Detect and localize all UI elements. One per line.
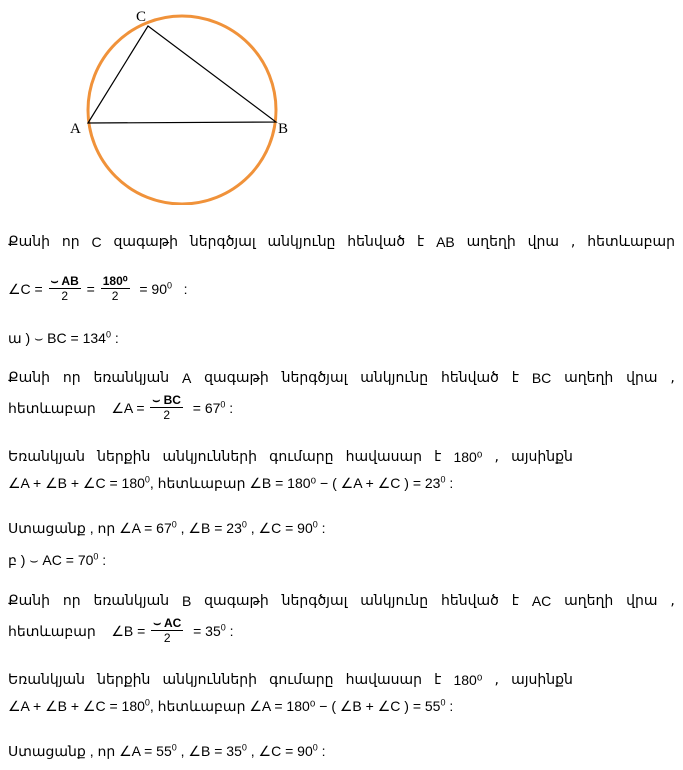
fraction xyxy=(151,616,183,645)
degree-sup: 0 xyxy=(144,474,150,485)
line-text: ա ) ⌣ BC = 134 xyxy=(8,330,106,346)
word: անկյունների xyxy=(162,672,258,688)
word: աղեղի xyxy=(564,370,614,386)
line-text: , հետևաբար ∠A = 180⁰ − ( ∠B + ∠C ) = 55 xyxy=(149,698,441,714)
degree-sup: 0 xyxy=(93,551,99,562)
fraction-numerator: ⌣ BC xyxy=(152,392,181,407)
word: հավասար xyxy=(345,449,423,465)
word: անկյունը xyxy=(267,234,336,250)
formula-line-5 xyxy=(8,391,675,425)
punctuation: : xyxy=(317,520,326,536)
word: հետևաբար xyxy=(8,400,96,416)
circumscribed-circle xyxy=(88,16,276,204)
word: է xyxy=(511,370,519,386)
degree-sup: 0 xyxy=(312,519,318,530)
fraction xyxy=(150,393,183,422)
word: է xyxy=(434,449,442,465)
vertex-label-c: C xyxy=(136,9,147,25)
word: հավասար xyxy=(345,672,423,688)
degree-sup: 0 xyxy=(440,697,446,708)
fraction-numerator: ⌣ AB xyxy=(50,273,79,288)
word: 180⁰ xyxy=(453,672,483,688)
word: ներքին xyxy=(97,449,151,465)
text-line-14 xyxy=(8,740,675,762)
word: որ xyxy=(61,234,80,250)
line-text: , ∠B = 23 xyxy=(176,520,242,536)
word: եռանկյան xyxy=(93,370,170,386)
word: AB xyxy=(436,234,455,250)
word: , xyxy=(494,672,499,688)
word: անկյունը xyxy=(360,370,429,386)
word: է xyxy=(434,672,442,688)
text-line-7 xyxy=(8,472,675,494)
word: հետևաբար xyxy=(8,623,96,639)
word: հենված xyxy=(441,370,499,386)
formula-rhs: = 67 xyxy=(192,400,221,416)
fraction xyxy=(101,274,130,303)
text-line-1 xyxy=(8,231,675,253)
word: հետևաբար xyxy=(587,234,675,250)
word: ներգծյալ xyxy=(189,234,256,250)
formula-line-2 xyxy=(8,272,675,306)
degree-sup: 0 xyxy=(241,742,247,753)
word: զագաթի xyxy=(113,234,179,250)
word: վրա xyxy=(527,234,560,250)
degree-sup: 0 xyxy=(220,622,226,633)
equals-sign: = xyxy=(86,281,95,297)
word: որ xyxy=(62,370,81,386)
word: աղեղի xyxy=(466,234,516,250)
word: զագաթի xyxy=(204,593,269,609)
formula-lhs: ∠B = xyxy=(111,623,146,639)
word: է xyxy=(417,234,425,250)
fraction xyxy=(49,274,81,303)
degree-sup: 0 xyxy=(440,474,446,485)
word: է xyxy=(511,593,519,609)
word: աղեղի xyxy=(564,593,614,609)
fraction-denominator: 2 xyxy=(163,630,171,645)
word: Քանի xyxy=(8,593,50,609)
word: գումարը xyxy=(269,672,334,688)
line-text: Ստացանք , որ ∠A = 55 xyxy=(8,743,172,759)
word: 180⁰ xyxy=(453,449,483,465)
word: , xyxy=(670,593,675,609)
word: Եռանկյան xyxy=(8,449,86,465)
word: հենված xyxy=(441,593,499,609)
degree-sup: 0 xyxy=(241,519,247,530)
punctuation: : xyxy=(110,330,119,346)
inscribed-triangle xyxy=(88,26,276,123)
line-text: ∠A + ∠B + ∠C = 180 xyxy=(8,475,145,491)
degree-sup: 0 xyxy=(105,329,111,340)
text-line-6 xyxy=(8,446,573,468)
formula-lhs: ∠C = xyxy=(8,281,43,297)
line-text: Ստացանք , որ ∠A = 67 xyxy=(8,520,172,536)
punctuation: : xyxy=(445,475,454,491)
word: անկյունը xyxy=(360,593,429,609)
fraction-denominator: 2 xyxy=(111,288,119,303)
line-text: բ ) ⌣ AC = 70 xyxy=(8,552,94,568)
vertex-label-b: B xyxy=(278,121,289,137)
word: BC xyxy=(531,370,552,386)
text-line-13 xyxy=(8,695,675,717)
word: , xyxy=(570,234,576,250)
word: A xyxy=(181,370,192,386)
degree-sup: 0 xyxy=(220,399,226,410)
word: C xyxy=(91,234,102,250)
word: որ xyxy=(62,593,81,609)
text-line-10 xyxy=(8,590,675,612)
punctuation: : xyxy=(98,552,107,568)
line-text: ∠A + ∠B + ∠C = 180 xyxy=(8,698,145,714)
word: ներգծյալ xyxy=(281,370,348,386)
word: հենված xyxy=(347,234,406,250)
text-line-12 xyxy=(8,669,573,691)
geometry-figure xyxy=(60,0,300,205)
vertex-label-a: A xyxy=(70,121,81,137)
word: գումարը xyxy=(269,449,334,465)
punctuation: : xyxy=(229,400,234,416)
word: , xyxy=(494,449,499,465)
line-text: , ∠C = 90 xyxy=(246,520,313,536)
word: զագաթի xyxy=(204,370,269,386)
fraction-denominator: 2 xyxy=(61,288,69,303)
word: Քանի xyxy=(8,234,50,250)
text-line-8 xyxy=(8,517,675,539)
line-text: , ∠C = 90 xyxy=(246,743,313,759)
formula-rhs: = 35 xyxy=(193,623,221,639)
word: Քանի xyxy=(8,370,50,386)
word: անկյունների xyxy=(162,449,258,465)
word: այսինքն xyxy=(511,672,573,688)
degree-sup: 0 xyxy=(166,280,172,291)
fraction-numerator: 180⁰ xyxy=(102,273,128,288)
word: վրա xyxy=(626,593,658,609)
text-line-9 xyxy=(8,549,675,571)
degree-sup: 0 xyxy=(171,742,177,753)
degree-sup: 0 xyxy=(171,519,177,530)
text-line-3 xyxy=(8,327,675,349)
punctuation: : xyxy=(183,281,188,297)
degree-sup: 0 xyxy=(144,697,150,708)
word: ներգծյալ xyxy=(281,593,348,609)
formula-line-11 xyxy=(8,614,675,648)
fraction-denominator: 2 xyxy=(163,407,171,422)
line-text: , ∠B = 35 xyxy=(176,743,242,759)
punctuation: : xyxy=(317,743,326,759)
word: վրա xyxy=(626,370,658,386)
text-line-4 xyxy=(8,367,675,389)
word: եռանկյան xyxy=(93,593,170,609)
word: B xyxy=(181,593,192,609)
word: այսինքն xyxy=(511,449,573,465)
punctuation: : xyxy=(445,698,454,714)
word: AC xyxy=(531,593,552,609)
line-text: , հետևաբար ∠B = 180⁰ − ( ∠A + ∠C ) = 23 xyxy=(149,475,441,491)
word: Եռանկյան xyxy=(8,672,86,688)
punctuation: : xyxy=(229,623,234,639)
fraction-numerator: ⌣ AC xyxy=(153,615,182,630)
degree-sup: 0 xyxy=(312,742,318,753)
formula-lhs: ∠A = xyxy=(111,400,145,416)
word: , xyxy=(670,370,675,386)
word: ներքին xyxy=(97,672,151,688)
formula-rhs: = 90 xyxy=(139,281,167,297)
